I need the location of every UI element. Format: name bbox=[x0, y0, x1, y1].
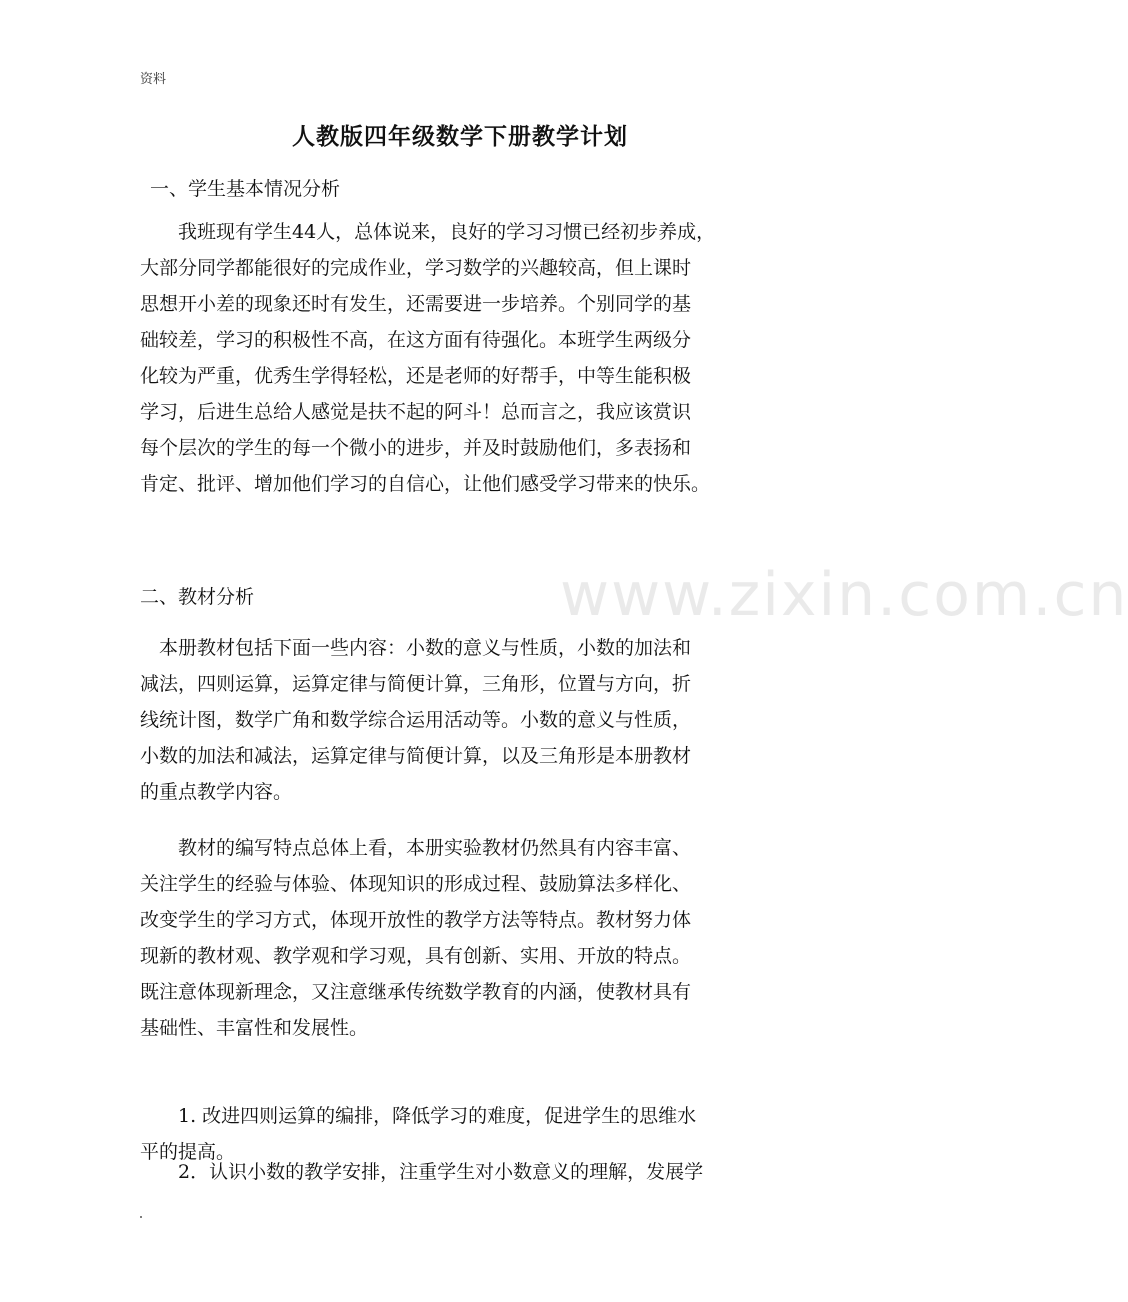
text-line: 线统计图，数学广角和数学综合运用活动等。小数的意义与性质， bbox=[140, 709, 692, 731]
text-line: 化较为严重，优秀生学得轻松，还是老师的好帮手，中等生能积极 bbox=[140, 365, 692, 387]
section-heading-textbook-analysis: 二、教材分析 bbox=[140, 586, 255, 608]
footer-mark bbox=[140, 1216, 142, 1218]
text-line: 本册教材包括下面一些内容：小数的意义与性质，小数的加法和 bbox=[140, 637, 692, 659]
text-line: 改变学生的学习方式，体现开放性的教学方法等特点。教材努力体 bbox=[140, 909, 692, 931]
text-line: 减法，四则运算，运算定律与简便计算，三角形，位置与方向，折 bbox=[140, 673, 692, 695]
paragraph-textbook-features bbox=[140, 830, 780, 1046]
document-title: 人教版四年级数学下册教学计划 bbox=[292, 123, 628, 150]
watermark: www.zixin.com.cn bbox=[560, 560, 1128, 630]
text-line: 1. 改进四则运算的编排，降低学习的难度，促进学生的思维水 bbox=[140, 1105, 697, 1127]
text-line: 现新的教材观、教学观和学习观，具有创新、实用、开放的特点。 bbox=[140, 945, 692, 967]
text-line: 平的提高。 bbox=[140, 1141, 236, 1163]
text-line: 大部分同学都能很好的完成作业，学习数学的兴趣较高，但上课时 bbox=[140, 257, 692, 279]
text-line: 我班现有学生44人，总体说来，良好的学习习惯已经初步养成， bbox=[140, 221, 716, 243]
text-line: 教材的编写特点总体上看，本册实验教材仍然具有内容丰富、 bbox=[140, 837, 692, 859]
text-line: 思想开小差的现象还时有发生，还需要进一步培养。个别同学的基 bbox=[140, 293, 692, 315]
paragraph-textbook-contents bbox=[140, 630, 780, 810]
text-line: 肯定、批评、增加他们学习的自信心，让他们感受学习带来的快乐。 bbox=[140, 473, 711, 495]
list-item-2 bbox=[140, 1154, 780, 1190]
header-label: 资料 bbox=[140, 72, 167, 87]
text-line: 关注学生的经验与体验、体现知识的形成过程、鼓励算法多样化、 bbox=[140, 873, 692, 895]
text-line: 小数的加法和减法，运算定律与简便计算，以及三角形是本册教材 bbox=[140, 745, 692, 767]
text-line: 2．认识小数的教学安排，注重学生对小数意义的理解，发展学 bbox=[140, 1161, 704, 1183]
text-line: 每个层次的学生的每一个微小的进步，并及时鼓励他们，多表扬和 bbox=[140, 437, 692, 459]
text-line: 学习，后进生总给人感觉是扶不起的阿斗！总而言之，我应该赏识 bbox=[140, 401, 692, 423]
section-heading-student-analysis: 一、学生基本情况分析 bbox=[150, 178, 341, 200]
text-line: 础较差，学习的积极性不高，在这方面有待强化。本班学生两级分 bbox=[140, 329, 692, 351]
text-line: 的重点教学内容。 bbox=[140, 781, 293, 803]
text-line: 基础性、丰富性和发展性。 bbox=[140, 1017, 369, 1039]
text-line: 既注意体现新理念，又注意继承传统数学教育的内涵，使教材具有 bbox=[140, 981, 692, 1003]
paragraph-student-analysis bbox=[140, 214, 780, 502]
